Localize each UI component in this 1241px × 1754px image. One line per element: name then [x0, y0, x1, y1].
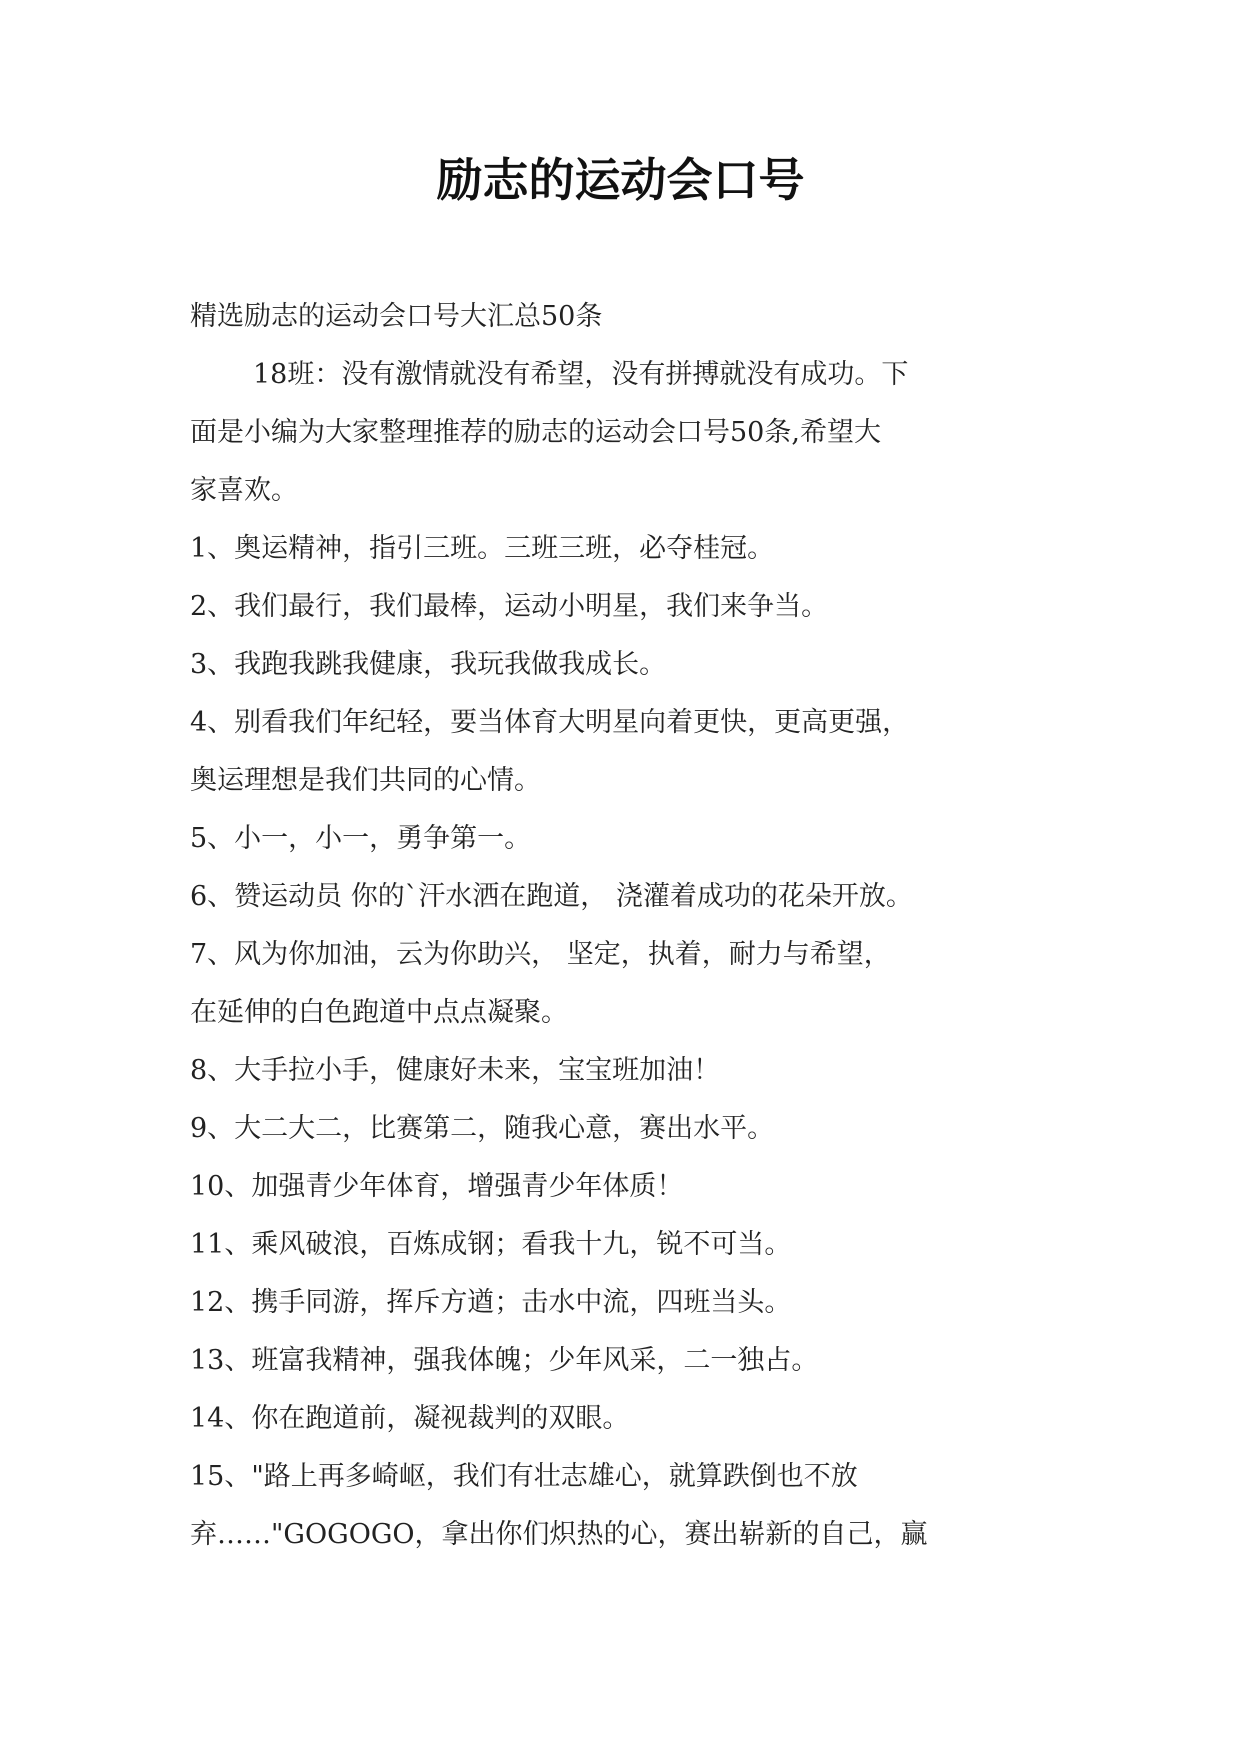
slogan-line: 2、我们最行，我们最棒，运动小明星，我们来争当。 — [190, 591, 829, 622]
slogan-line: 11、乘风破浪，百炼成钢；看我十九，锐不可当。 — [190, 1229, 792, 1260]
slogan-line: 13、班富我精神，强我体魄；少年风采，二一独占。 — [190, 1345, 819, 1376]
slogan-line: 10、加强青少年体育，增强青少年体质！ — [190, 1171, 684, 1202]
intro-paragraph-line: 面是小编为大家整理推荐的励志的运动会口号50条,希望大 — [190, 417, 881, 448]
slogan-line: 6、赞运动员 你的`汗水洒在跑道， 浇灌着成功的花朵开放。 — [190, 881, 913, 912]
slogan-line: 奥运理想是我们共同的心情。 — [190, 765, 541, 796]
document-title: 励志的运动会口号 — [436, 153, 805, 207]
slogan-line: 7、风为你加油，云为你助兴， 坚定，执着，耐力与希望， — [190, 939, 891, 970]
document-body — [190, 288, 1070, 1564]
slogan-line: 弃……"GOGOGO，拿出你们炽热的心，赛出崭新的自己，赢 — [190, 1519, 928, 1550]
slogan-line: 3、我跑我跳我健康，我玩我做我成长。 — [190, 649, 667, 680]
slogan-line: 4、别看我们年纪轻，要当体育大明星向着更快，更高更强， — [190, 707, 910, 738]
intro-paragraph-line: 18班：没有激情就没有希望，没有拼搏就没有成功。下 — [253, 359, 909, 390]
subtitle-line: 精选励志的运动会口号大汇总50条 — [190, 301, 603, 332]
slogan-line: 15、"路上再多崎岖，我们有壮志雄心，就算跌倒也不放 — [190, 1461, 858, 1492]
slogan-line: 14、你在跑道前，凝视裁判的双眼。 — [190, 1403, 630, 1434]
slogan-line: 8、大手拉小手，健康好未来，宝宝班加油！ — [190, 1055, 721, 1086]
slogan-line: 12、携手同游，挥斥方遒；击水中流，四班当头。 — [190, 1287, 792, 1318]
slogan-line: 9、大二大二，比赛第二，随我心意，赛出水平。 — [190, 1113, 775, 1144]
slogan-line: 1、奥运精神，指引三班。三班三班，必夺桂冠。 — [190, 533, 775, 564]
slogan-line: 5、小一，小一，勇争第一。 — [190, 823, 532, 854]
slogan-line: 在延伸的白色跑道中点点凝聚。 — [190, 997, 568, 1028]
intro-paragraph-line: 家喜欢。 — [190, 475, 298, 506]
